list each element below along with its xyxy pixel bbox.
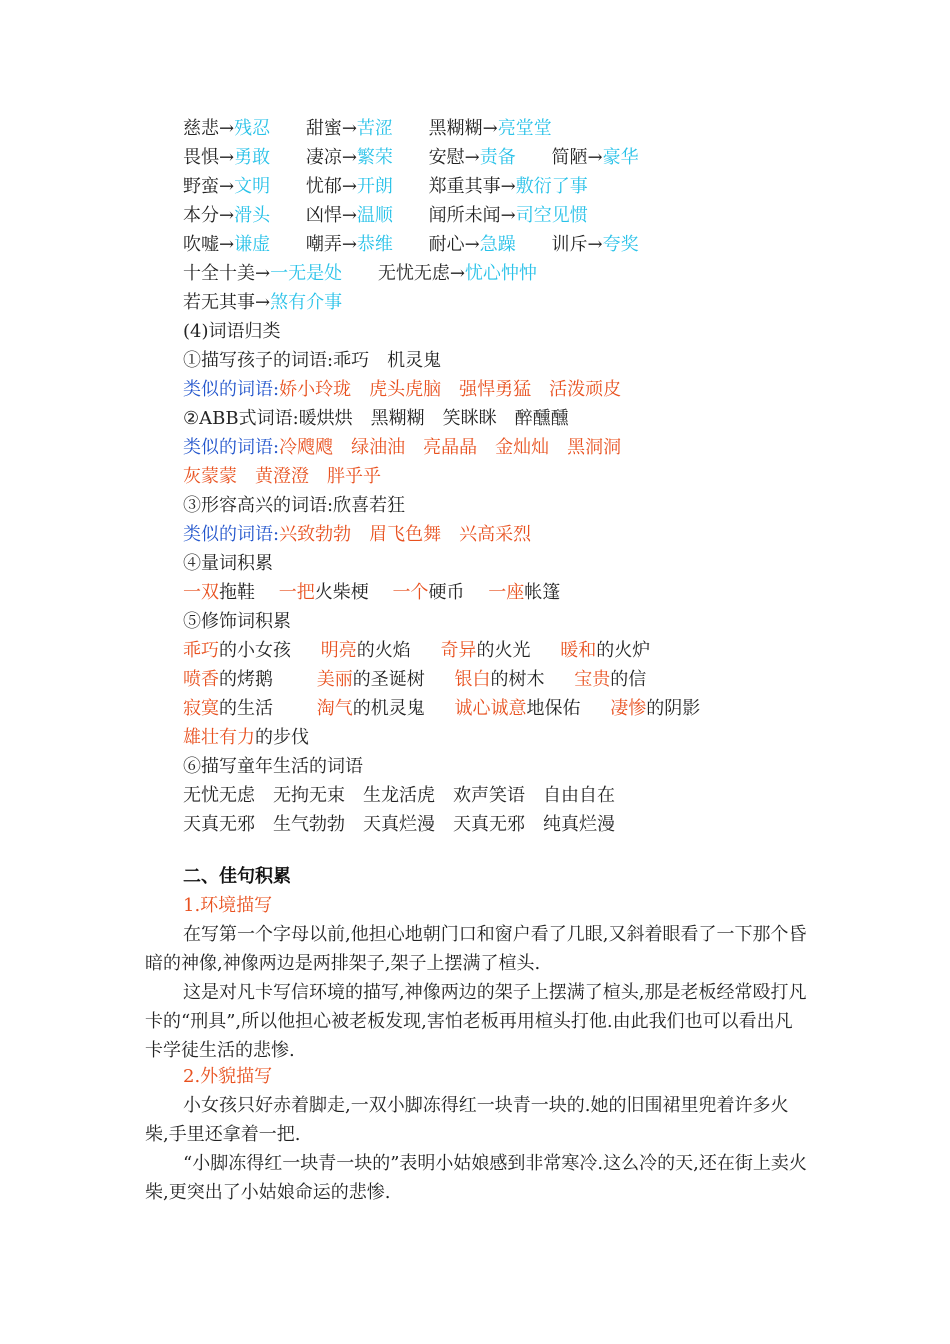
cat5-row-4: 雄壮有力的步伐	[183, 727, 309, 748]
antonym-row-4	[183, 204, 588, 228]
antonym: 豪华	[602, 147, 639, 168]
arrow: →	[482, 118, 498, 139]
word: 十全十美	[183, 263, 255, 284]
arrow: →	[219, 147, 235, 168]
word: 训斥	[551, 234, 588, 255]
arrow: →	[341, 176, 357, 197]
similar-word: 兴高采烈	[459, 524, 532, 545]
antonym: 敷衍了事	[515, 176, 588, 197]
similar-word: 亮晶晶	[423, 437, 478, 458]
antonym: 开朗	[356, 176, 393, 197]
arrow: →	[255, 263, 271, 284]
subsection-1-body	[145, 920, 810, 1065]
cat6-row-1: 无忧无虑 无拘无束 生龙活虎 欢声笑语 自由自在	[183, 785, 615, 806]
antonym: 温顺	[356, 205, 393, 226]
word: 安慰	[428, 147, 465, 168]
quote-paragraph: 小女孩只好赤着脚走,一双小脚冻得红一块青一块的.她的旧围裙里兜着许多火柴,手里还拿着一把.	[145, 1095, 789, 1145]
arrow: →	[500, 205, 516, 226]
arrow: →	[449, 263, 465, 284]
antonym-row-5	[183, 233, 639, 257]
section-4-title: (4)词语归类	[183, 321, 281, 342]
measure-item: 一座帐篷	[488, 582, 561, 603]
antonym-row-7	[183, 291, 342, 315]
subsection-2-title: 2.外貌描写	[183, 1066, 273, 1087]
similar-word: 兴致勃勃	[279, 524, 352, 545]
arrow: →	[341, 234, 357, 255]
antonym: 文明	[234, 176, 271, 197]
word: 黑糊糊	[428, 118, 483, 139]
cat3-similar	[183, 523, 531, 547]
antonym: 忧心忡忡	[464, 263, 537, 284]
arrow: →	[219, 176, 235, 197]
cat1-title: ①描写孩子的词语:乖巧 机灵鬼	[183, 350, 442, 371]
word: 甜蜜	[305, 118, 342, 139]
antonym: 谦虚	[234, 234, 271, 255]
word: 若无其事	[183, 292, 255, 313]
cat5-row-1: 乖巧的小女孩 明亮的火焰 奇异的火光 暖和的火炉	[183, 640, 651, 661]
arrow: →	[341, 118, 357, 139]
similar-word: 胖乎乎	[327, 466, 381, 487]
antonym: 残忍	[234, 118, 271, 139]
cat3-title: ③形容高兴的词语:欣喜若狂	[183, 495, 406, 516]
analysis-paragraph: 这是对凡卡写信环境的描写,神像两边的架子上摆满了楦头,那是老板经常殴打凡卡的“刑具”,所以他担心被老板发现,害怕老板再用楦头打他.由此我们也可以看出凡卡学徒生活的悲惨.	[145, 982, 807, 1061]
cat4-items	[183, 581, 560, 605]
similar-word: 灰蒙蒙	[183, 466, 237, 487]
arrow: →	[341, 205, 357, 226]
similar-word: 冷飕飕	[279, 437, 334, 458]
antonym: 亮堂堂	[497, 118, 552, 139]
word: 畏惧	[183, 147, 219, 168]
similar-word: 绿油油	[351, 437, 406, 458]
arrow: →	[219, 205, 235, 226]
similar-word: 黄澄澄	[255, 466, 309, 487]
cat6-row-2: 天真无邪 生气勃勃 天真烂漫 天真无邪 纯真烂漫	[183, 814, 615, 835]
arrow: →	[219, 234, 235, 255]
arrow: →	[255, 292, 271, 313]
similar-word: 娇小玲珑	[279, 379, 352, 400]
similar-label: 类似的词语:	[183, 524, 280, 545]
word: 吹嘘	[183, 234, 219, 255]
antonym: 急躁	[479, 234, 516, 255]
antonym-row-2	[183, 146, 639, 170]
word: 凄凉	[305, 147, 342, 168]
cat1-similar	[183, 378, 621, 402]
antonym: 苦涩	[356, 118, 393, 139]
antonym: 勇敢	[234, 147, 271, 168]
word: 凶悍	[305, 205, 342, 226]
cat2-similar-2	[183, 465, 381, 489]
arrow: →	[219, 118, 235, 139]
similar-label: 类似的词语:	[183, 379, 280, 400]
cat6-title: ⑥描写童年生活的词语	[183, 756, 363, 777]
measure-item: 一把火柴梗	[278, 582, 369, 603]
arrow: →	[587, 147, 603, 168]
subsection-2-body	[145, 1091, 810, 1207]
similar-word: 眉飞色舞	[369, 524, 442, 545]
similar-word: 虎头虎脑	[369, 379, 442, 400]
measure-item: 一个硬币	[392, 582, 465, 603]
cat5-title: ⑤修饰词积累	[183, 611, 291, 632]
measure-item: 一双拖鞋	[183, 582, 255, 603]
section-2-title: 二、佳句积累	[183, 866, 291, 887]
subsection-1-title: 1.环境描写	[183, 895, 273, 916]
cat4-title: ④量词积累	[183, 553, 273, 574]
arrow: →	[500, 176, 516, 197]
antonym: 夸奖	[602, 234, 639, 255]
word: 无忧无虑	[377, 263, 450, 284]
word: 简陋	[551, 147, 588, 168]
antonym: 恭维	[356, 234, 393, 255]
word: 野蛮	[183, 176, 219, 197]
analysis-paragraph: “小脚冻得红一块青一块的”表明小姑娘感到非常寒冷.这么冷的天,还在街上卖火柴,更突出了小姑娘命运的悲惨.	[145, 1153, 807, 1203]
antonym-row-6	[183, 262, 537, 286]
similar-word: 强悍勇猛	[459, 379, 532, 400]
similar-word: 金灿灿	[495, 437, 550, 458]
word: 本分	[183, 205, 219, 226]
antonym-row-3	[183, 175, 588, 199]
word: 耐心	[428, 234, 465, 255]
antonym-row-1	[183, 117, 552, 141]
word: 闻所未闻	[428, 205, 501, 226]
word: 忧郁	[305, 176, 342, 197]
arrow: →	[341, 147, 357, 168]
antonym: 责备	[479, 147, 516, 168]
arrow: →	[464, 234, 480, 255]
cat2-similar	[183, 436, 621, 460]
arrow: →	[587, 234, 603, 255]
word: 慈悲	[183, 118, 219, 139]
similar-word: 黑洞洞	[567, 437, 622, 458]
antonym: 一无是处	[270, 263, 343, 284]
cat2-title: ②ABB式词语:暖烘烘 黑糊糊 笑眯眯 醉醺醺	[183, 408, 569, 429]
quote-paragraph: 在写第一个字母以前,他担心地朝门口和窗户看了几眼,又斜着眼看了一下那个昏暗的神像,神像两边是两排架子,架子上摆满了楦头.	[145, 924, 807, 974]
antonym: 滑头	[234, 205, 271, 226]
word: 郑重其事	[428, 176, 501, 197]
cat5-row-2: 喷香的烤鹅 美丽的圣诞树 银白的树木 宝贵的信	[183, 669, 647, 690]
antonym: 煞有介事	[270, 292, 343, 313]
antonym: 繁荣	[356, 147, 393, 168]
similar-label: 类似的词语:	[183, 437, 280, 458]
cat5-row-3: 寂寞的生活 淘气的机灵鬼 诚心诚意地保佑 凄惨的阴影	[183, 698, 701, 719]
antonym: 司空见惯	[515, 205, 588, 226]
word: 嘲弄	[305, 234, 342, 255]
arrow: →	[464, 147, 480, 168]
similar-word: 活泼顽皮	[549, 379, 622, 400]
